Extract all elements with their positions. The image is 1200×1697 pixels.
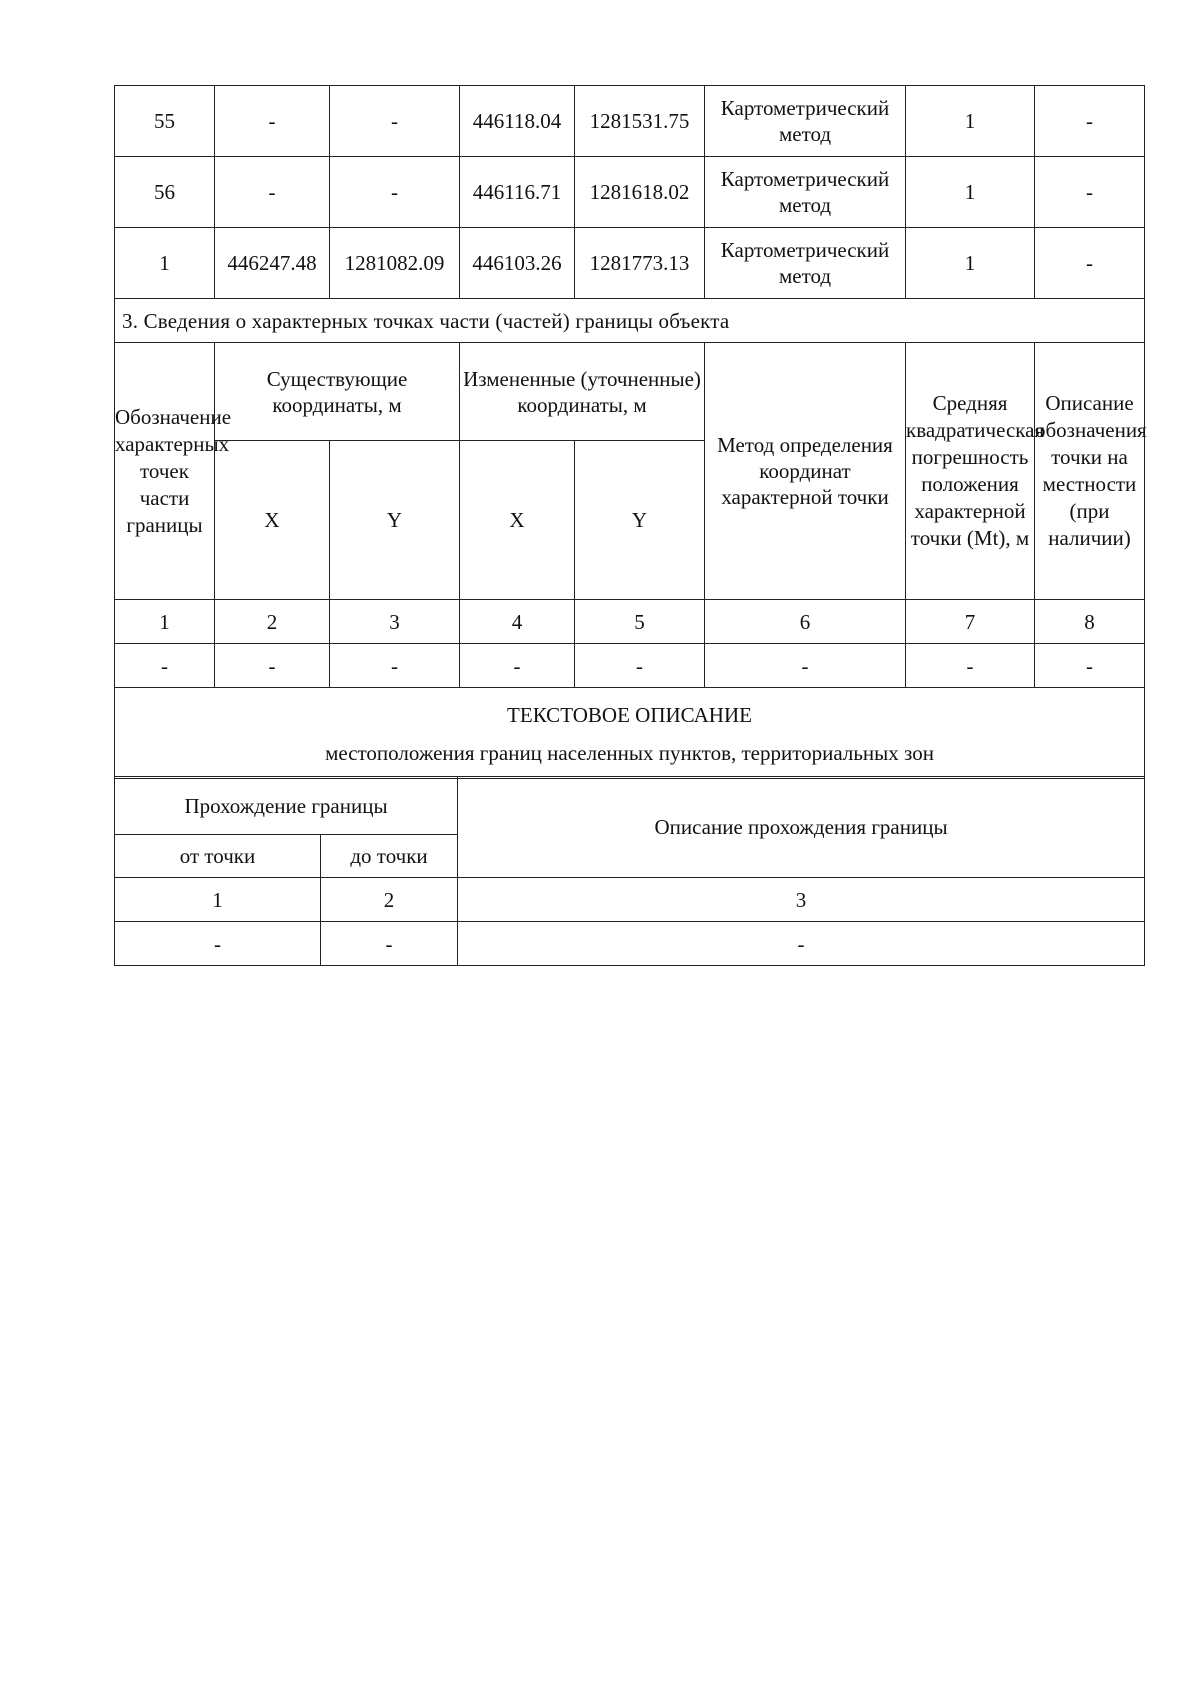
column-number: 2 [215,600,330,644]
existing-y-cell: - [330,157,460,228]
header-existing-y: Y [330,441,460,600]
text-description-block [115,688,1145,779]
column-numbers-row [115,878,1145,922]
changed-y-cell: 1281531.75 [575,86,705,157]
column-number: 3 [330,600,460,644]
column-number: 1 [115,878,321,922]
changed-x-cell: 446118.04 [460,86,575,157]
mt-cell: 1 [906,228,1035,299]
section-title-row [115,299,1145,343]
table-row [115,157,1145,228]
empty-cell: - [575,644,705,688]
boundary-passage-table [114,776,1145,966]
text-description-subtitle: местоположения границ населенных пунктов, территориальных зон [325,741,934,765]
point-id-cell: 55 [115,86,215,157]
header-row [115,777,1145,835]
method-cell: Картометрический метод [705,86,906,157]
header-to-point: до точки [321,835,458,878]
text-description-title: ТЕКСТОВОЕ ОПИСАНИЕ [507,703,752,727]
empty-cell: - [1035,644,1145,688]
header-method: Метод определения координат характерной точки [705,343,906,600]
header-mt: Средняя квадратическая погрешность положения характерной точки (Mt), м [906,343,1035,600]
empty-cell: - [115,922,321,966]
point-id-cell: 1 [115,228,215,299]
column-number: 3 [458,878,1145,922]
header-designation: Обозначение характерных точек части границы [115,343,215,600]
column-number: 6 [705,600,906,644]
changed-y-cell: 1281618.02 [575,157,705,228]
empty-cell: - [458,922,1145,966]
empty-cell: - [330,644,460,688]
table-row [115,228,1145,299]
mt-cell: 1 [906,86,1035,157]
description-cell: - [1035,157,1145,228]
column-number: 4 [460,600,575,644]
column-number: 2 [321,878,458,922]
boundary-points-table [114,85,1145,779]
table-row [115,922,1145,966]
column-numbers-row [115,600,1145,644]
column-number: 5 [575,600,705,644]
header-passage-description: Описание прохождения границы [458,777,1145,878]
header-changed-y: Y [575,441,705,600]
empty-cell: - [321,922,458,966]
changed-x-cell: 446103.26 [460,228,575,299]
existing-x-cell: 446247.48 [215,228,330,299]
changed-y-cell: 1281773.13 [575,228,705,299]
point-id-cell: 56 [115,157,215,228]
description-cell: - [1035,86,1145,157]
empty-cell: - [215,644,330,688]
existing-y-cell: 1281082.09 [330,228,460,299]
header-existing-coords: Существующие координаты, м [215,343,460,441]
column-number: 8 [1035,600,1145,644]
changed-x-cell: 446116.71 [460,157,575,228]
existing-x-cell: - [215,86,330,157]
header-from-point: от точки [115,835,321,878]
header-changed-coords: Измененные (уточненные) координаты, м [460,343,705,441]
mt-cell: 1 [906,157,1035,228]
existing-y-cell: - [330,86,460,157]
empty-cell: - [705,644,906,688]
column-number: 7 [906,600,1035,644]
table-row [115,86,1145,157]
existing-x-cell: - [215,157,330,228]
header-existing-x: X [215,441,330,600]
method-cell: Картометрический метод [705,228,906,299]
empty-cell: - [906,644,1035,688]
header-description: Описание обозначения точки на местности (при наличии) [1035,343,1145,600]
description-cell: - [1035,228,1145,299]
section-3-title: 3. Сведения о характерных точках части (частей) границы объекта [115,299,1145,343]
header-changed-x: X [460,441,575,600]
header-passage: Прохождение границы [115,777,458,835]
empty-cell: - [115,644,215,688]
empty-cell: - [460,644,575,688]
header-row [115,343,1145,441]
text-description-row [115,688,1145,779]
table-row [115,644,1145,688]
column-number: 1 [115,600,215,644]
method-cell: Картометрический метод [705,157,906,228]
